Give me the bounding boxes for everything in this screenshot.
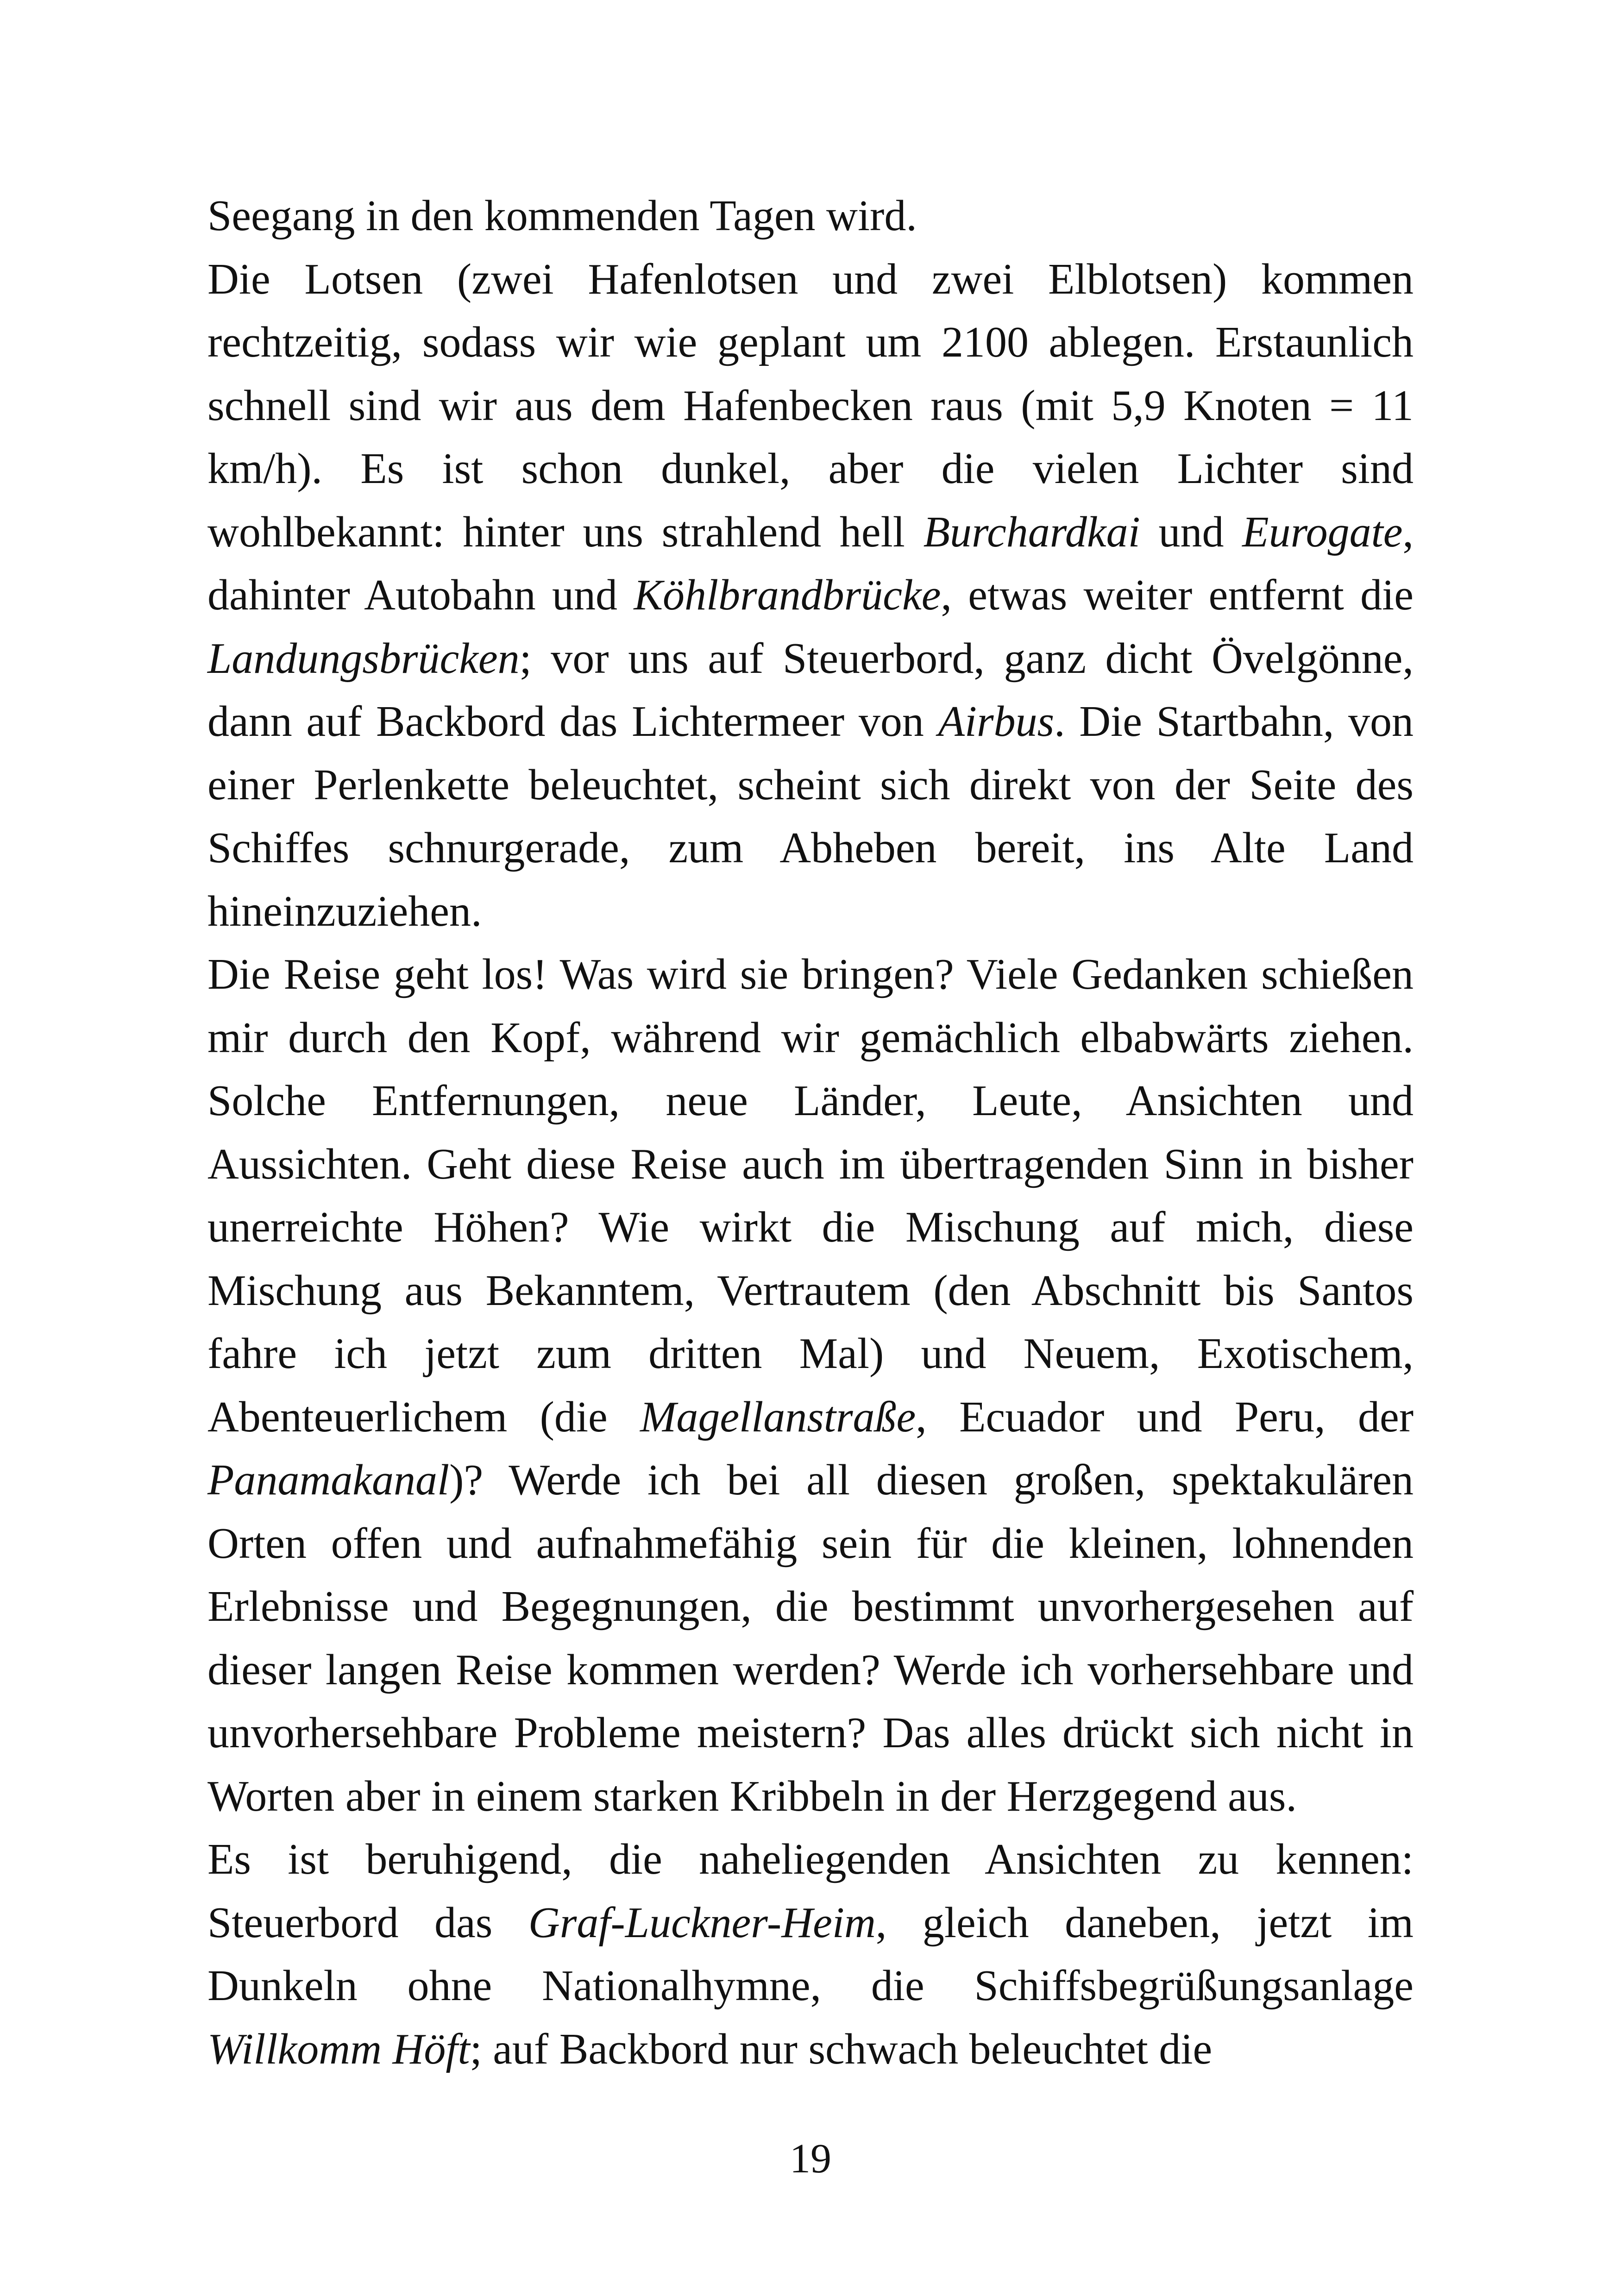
text-run: , Ecuador und Peru, der (916, 1393, 1414, 1441)
text-run: , dahinter Autobahn und (207, 508, 1414, 619)
body-text (207, 184, 1414, 2081)
text-run: , gleich daneben, jetzt im Dunkeln ohne Nationalhymne, die Schiffsbegrüßungsanlage (207, 1898, 1414, 2010)
text-run: Die Reise geht los! Was wird sie bringen? Viele Gedanken schießen mir durch den Kopf, während wir gemächlich elbabwärts ziehen. Solche Entfernungen, neue Länder, Leute, Ansichten und Aussichten. Geht diese Reise auch im übertragenden Sinn in bisher unerreichte Höhen? Wie wirkt die Mischung auf mich, diese Mischung aus Bekanntem, Vertrautem (den Abschnitt bis Santos fahre ich jetzt zum dritten Mal) und Neuem, Exotischem, Abenteuerlichem (die (207, 950, 1414, 1441)
text-run: ; vor uns auf Steuerbord, ganz dicht Övelgönne, dann auf Backbord das Lichtermeer von (207, 634, 1414, 746)
italic-run: Landungsbrücken (207, 634, 520, 683)
text-run: . Die Startbahn, von einer Perlenkette beleuchtet, scheint sich direkt von der Seite des Schiffes schnurgerade, zum Abheben bereit, ins Alte Land hineinzuziehen. (207, 697, 1414, 935)
text-run: )? Werde ich bei all diesen großen, spektakulären Orten offen und aufnahmefähig sein für die kleinen, lohnenden Erlebnisse und Begegnungen, die bestimmt unvorhergesehen auf dieser langen Reise kommen werden? Werde ich vorhersehbare und unvorhersehbare Probleme meistern? Das alles drückt sich nicht in Worten aber in einem starken Kribbeln in der Herzgegend aus. (207, 1456, 1414, 1820)
italic-run: Köhlbrandbrücke (634, 571, 941, 619)
paragraph (207, 184, 1414, 248)
text-run: und (1140, 508, 1243, 556)
text-run: Die Lotsen (zwei Hafenlotsen und zwei Elblotsen) kommen rechtzeitig, sodass wir wie geplant um 2100 ablegen. Erstaunlich schnell sind wir aus dem Hafenbecken raus (mit 5,9 Knoten = 11 km/h). Es ist schon dunkel, aber die vielen Lichter sind wohlbekannt: hinter uns strahlend hell (207, 255, 1414, 556)
italic-run: Graf-Luckner-Heim (528, 1898, 876, 1947)
text-run: Seegang in den kommenden Tagen wird. (207, 192, 917, 240)
paragraph (207, 943, 1414, 1828)
paragraph (207, 248, 1414, 943)
italic-run: Panamakanal (207, 1456, 450, 1504)
italic-run: Willkomm Höft (207, 2025, 470, 2073)
page-number: 19 (790, 2136, 831, 2182)
italic-run: Burchardkai (923, 508, 1140, 556)
italic-run: Magellanstraße (640, 1393, 916, 1441)
italic-run: Eurogate (1242, 508, 1403, 556)
text-run: Es ist beruhigend, die naheliegenden Ansichten zu kennen: Steuerbord das (207, 1835, 1414, 1947)
text-run: , etwas weiter entfernt die (941, 571, 1414, 619)
italic-run: Airbus (938, 697, 1055, 746)
paragraph (207, 1828, 1414, 2081)
text-run: ; auf Backbord nur schwach beleuchtet die (470, 2025, 1213, 2073)
